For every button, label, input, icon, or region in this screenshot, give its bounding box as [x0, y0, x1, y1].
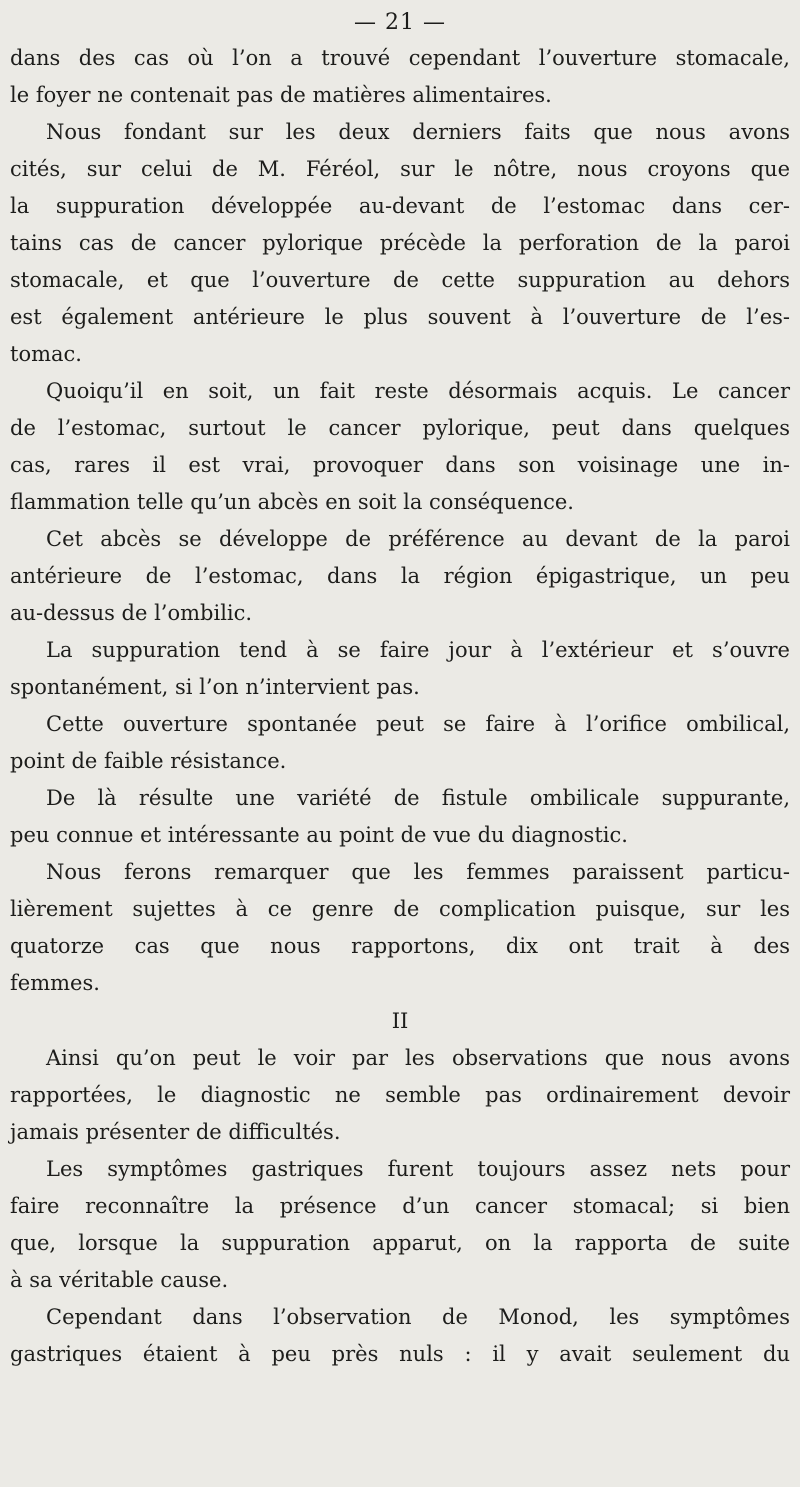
text-line: Quoiqu’il en soit, un fait reste désormais acquis. Le cancer [46, 379, 790, 403]
text-line: Les symptômes gastriques furent toujours assez nets pour [46, 1157, 790, 1181]
text-line: La suppuration tend à se faire jour à l’extérieur et s’ouvre [46, 638, 790, 662]
text-line: cités, sur celui de M. Féréol, sur le nôtre, nous croyons que [10, 157, 790, 181]
text-line: le foyer ne contenait pas de matières alimentaires. [10, 83, 552, 107]
text-line: peu connue et intéressante au point de vue du diagnostic. [10, 823, 628, 847]
page-number: — 21 — [354, 10, 446, 35]
text-line: cas, rares il est vrai, provoquer dans son voisinage une in- [10, 453, 790, 477]
text-line: tomac. [10, 342, 82, 366]
text-line: tains cas de cancer pylorique précède la perforation de la paroi [10, 231, 790, 255]
text-line: Ainsi qu’on peut le voir par les observations que nous avons [46, 1046, 790, 1070]
text-line: que, lorsque la suppuration apparut, on la rapporta de suite [10, 1231, 790, 1255]
text-line: antérieure de l’estomac, dans la région épigastrique, un peu [10, 564, 790, 588]
section-heading: II [391, 1009, 409, 1033]
text-line: quatorze cas que nous rapportons, dix ont trait à des [10, 934, 790, 958]
text-line: point de faible résistance. [10, 749, 287, 773]
text-line: De là résulte une variété de fistule ombilicale suppurante, [46, 786, 790, 810]
text-line: femmes. [10, 971, 100, 995]
text-line: Nous fondant sur les deux derniers faits que nous avons [46, 120, 790, 144]
text-line: faire reconnaître la présence d’un cancer stomacal; si bien [10, 1194, 790, 1218]
text-line: dans des cas où l’on a trouvé cependant l’ouverture stomacale, [10, 46, 790, 70]
text-line: Cependant dans l’observation de Monod, les symptômes [46, 1305, 790, 1329]
text-line: stomacale, et que l’ouverture de cette suppuration au dehors [10, 268, 790, 292]
text-line: Cet abcès se développe de préférence au devant de la paroi [46, 527, 790, 551]
text-line: lièrement sujettes à ce genre de complication puisque, sur les [10, 897, 790, 921]
text-line: rapportées, le diagnostic ne semble pas ordinairement devoir [10, 1083, 790, 1107]
text-line: est également antérieure le plus souvent à l’ouverture de l’es- [10, 305, 790, 329]
text-line: la suppuration développée au-devant de l’estomac dans cer- [10, 194, 790, 218]
text-line: de l’estomac, surtout le cancer pylorique, peut dans quelques [10, 416, 790, 440]
text-line: Cette ouverture spontanée peut se faire à l’orifice ombilical, [46, 712, 790, 736]
text-line: Nous ferons remarquer que les femmes paraissent particu- [46, 860, 790, 884]
body-text [10, 40, 790, 1373]
text-line: à sa véritable cause. [10, 1268, 229, 1292]
text-line: spontanément, si l’on n’intervient pas. [10, 675, 420, 699]
text-line: gastriques étaient à peu près nuls : il y avait seulement du [10, 1342, 790, 1366]
text-line: flammation telle qu’un abcès en soit la conséquence. [10, 490, 574, 514]
text-line: au-dessus de l’ombilic. [10, 601, 253, 625]
text-line: jamais présenter de difficultés. [10, 1120, 341, 1144]
